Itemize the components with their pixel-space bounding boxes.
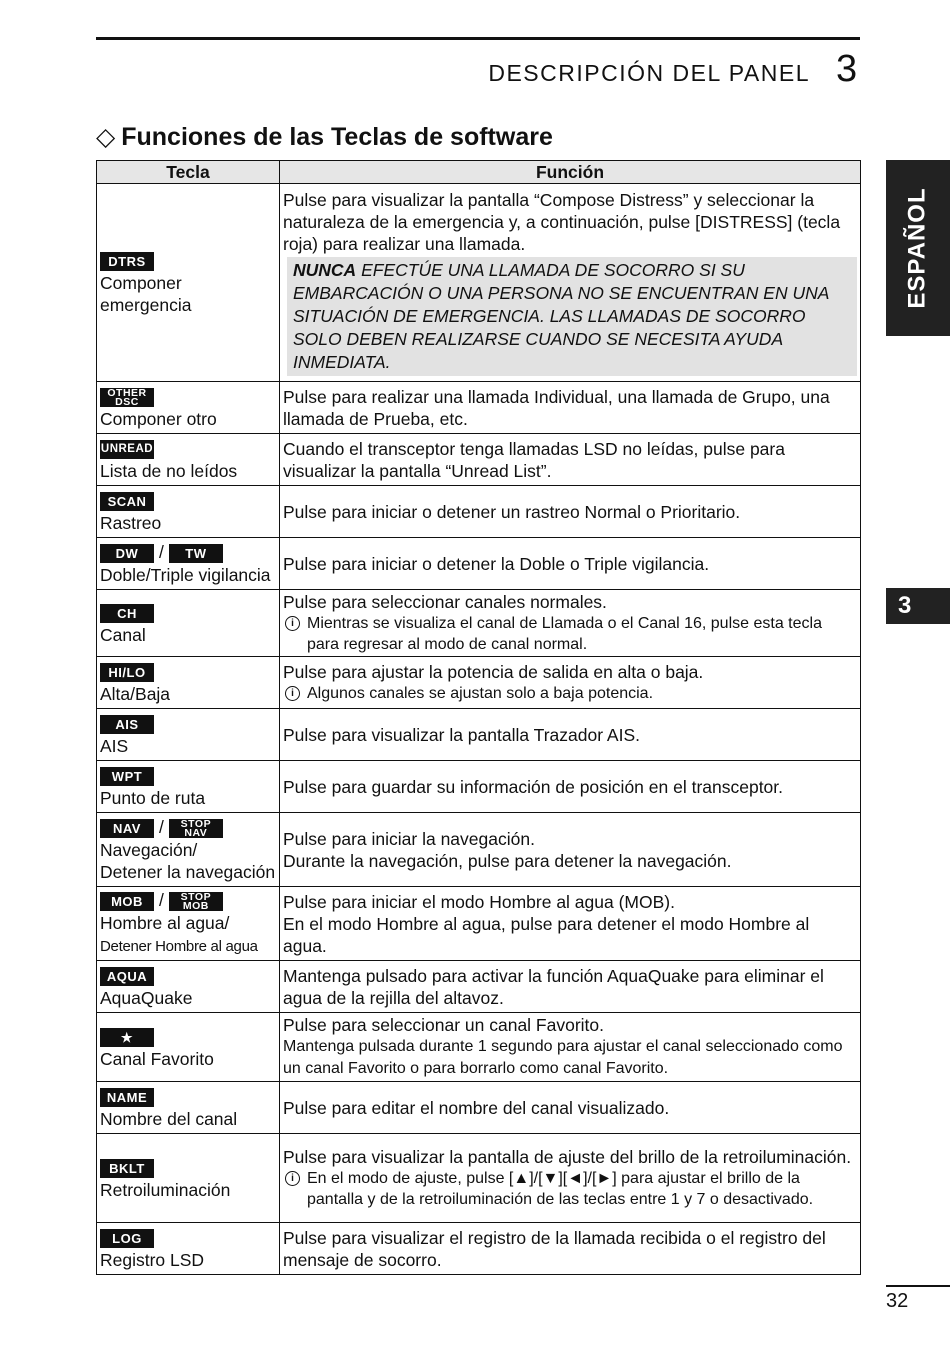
function-text: Pulse para iniciar la navegación. <box>283 828 535 849</box>
key-cell <box>97 1134 280 1223</box>
chapter-tab: 3 <box>886 588 950 624</box>
function-cell <box>280 1082 861 1134</box>
key-name-button: NAME <box>100 1088 154 1107</box>
note-text: Mientras se visualiza el canal de Llamada o el Canal 16, pulse esta tecla para regresar al modo de canal normal. <box>307 615 822 653</box>
function-text: Pulse para ajustar la potencia de salida en alta o baja. <box>283 662 704 682</box>
table-row <box>97 590 861 657</box>
function-text: Pulse para seleccionar un canal Favorito. <box>283 1015 605 1035</box>
key-cell <box>97 1223 280 1275</box>
function-text: Pulse para iniciar o detener un rastreo Normal o Prioritario. <box>283 501 741 522</box>
function-detail: Mantenga pulsada durante 1 segundo para ajustar el canal seleccionado como un canal Favorito o para borrarlo como canal Favorito. <box>283 1038 843 1077</box>
key-cell <box>97 887 280 961</box>
key-cell <box>97 1013 280 1082</box>
function-text: Pulse para visualizar el registro de la llamada recibida o el registro del mensaje de socorro. <box>283 1227 826 1270</box>
page-number: 32 <box>886 1290 909 1312</box>
key-dw: DW <box>100 544 154 563</box>
key-name: Registro LSD <box>100 1250 205 1271</box>
slash-separator: / <box>159 816 164 837</box>
footer-rule <box>886 1285 950 1287</box>
key-name: Componer emergencia <box>100 273 192 316</box>
table-row <box>97 813 861 887</box>
key-cell <box>97 486 280 538</box>
key-name: Canal Favorito <box>100 1048 214 1069</box>
function-cell <box>280 434 861 486</box>
key-bklt: BKLT <box>100 1159 154 1178</box>
warning-bold: NUNCA <box>293 259 357 280</box>
info-note <box>283 683 857 704</box>
note-text: En el modo de ajuste, pulse [▲]/[▼][◄]/[►] para ajustar el brillo de la pantalla y de la retroiluminación de las teclas entre 1 y 7 o desactivado. <box>307 1170 814 1208</box>
function-cell <box>280 813 861 887</box>
soft-key-table <box>96 160 861 1275</box>
section-title: Funciones de las Teclas de software <box>121 123 553 151</box>
column-header-function: Función <box>280 161 861 184</box>
key-scan: SCAN <box>100 492 154 511</box>
key-tw: TW <box>169 544 223 563</box>
key-name-secondary: Detener Hombre al agua <box>100 938 258 956</box>
function-text: Pulse para guardar su información de posición en el transceptor. <box>283 776 784 797</box>
key-cell <box>97 709 280 761</box>
info-note <box>283 1168 857 1210</box>
table-row <box>97 184 861 382</box>
table-row <box>97 961 861 1013</box>
key-other-dsc: OTHER DSC <box>100 388 154 407</box>
function-cell <box>280 761 861 813</box>
column-header-key: Tecla <box>97 161 280 184</box>
function-cell <box>280 382 861 434</box>
key-cell <box>97 657 280 709</box>
function-text: Mantenga pulsado para activar la función AquaQuake para eliminar el agua de la rejilla del altavoz. <box>283 965 824 1008</box>
language-tab <box>886 160 950 336</box>
table-row <box>97 709 861 761</box>
function-text: Pulse para editar el nombre del canal visualizado. <box>283 1097 670 1118</box>
key-name: Alta/Baja <box>100 684 171 705</box>
key-ch: CH <box>100 604 154 623</box>
info-note <box>283 613 857 655</box>
key-name: Retroiluminación <box>100 1179 231 1200</box>
function-text: Durante la navegación, pulse para detener la navegación. <box>283 850 732 871</box>
key-cell <box>97 184 280 382</box>
key-cell <box>97 813 280 887</box>
table-row <box>97 538 861 590</box>
function-cell <box>280 961 861 1013</box>
table-row <box>97 657 861 709</box>
table-row <box>97 1082 861 1134</box>
function-cell <box>280 538 861 590</box>
info-icon: i <box>285 686 300 701</box>
key-name: Hombre al agua/ <box>100 913 230 934</box>
function-cell <box>280 1223 861 1275</box>
key-name: Rastreo <box>100 513 162 534</box>
key-name: AquaQuake <box>100 988 193 1009</box>
table-row <box>97 434 861 486</box>
info-icon: i <box>285 616 300 631</box>
table-row <box>97 761 861 813</box>
table-header-row <box>97 161 861 184</box>
function-text: Pulse para visualizar la pantalla Trazador AIS. <box>283 724 640 745</box>
key-log: LOG <box>100 1229 154 1248</box>
key-name: Doble/Triple vigilancia <box>100 565 271 586</box>
table-row <box>97 486 861 538</box>
table-row <box>97 1013 861 1082</box>
function-cell <box>280 1134 861 1223</box>
function-text: Pulse para iniciar el modo Hombre al agua (MOB). <box>283 891 675 912</box>
function-text: Pulse para visualizar la pantalla de ajuste del brillo de la retroiluminación. <box>283 1147 852 1167</box>
table-row <box>97 1223 861 1275</box>
diamond-icon: ◇ <box>96 123 116 151</box>
key-dtrs: DTRS <box>100 252 154 271</box>
chapter-title: DESCRIPCIÓN DEL PANEL <box>488 60 810 86</box>
key-stop-mob: STOP MOB <box>169 892 223 911</box>
table-row <box>97 1134 861 1223</box>
function-cell <box>280 590 861 657</box>
function-cell <box>280 887 861 961</box>
table-row <box>97 887 861 961</box>
key-cell <box>97 590 280 657</box>
key-cell <box>97 382 280 434</box>
key-stop-nav: STOP NAV <box>169 819 223 838</box>
function-cell <box>280 1013 861 1082</box>
key-cell <box>97 761 280 813</box>
key-aqua: AQUA <box>100 967 154 986</box>
key-cell <box>97 434 280 486</box>
key-cell <box>97 961 280 1013</box>
key-mob: MOB <box>100 892 154 911</box>
key-cell <box>97 538 280 590</box>
key-name-secondary: Detener la navegación <box>100 862 276 883</box>
key-unread: UNREAD <box>100 440 154 459</box>
info-icon: i <box>285 1171 300 1186</box>
warning-box <box>287 257 857 376</box>
key-hi-lo: HI/LO <box>100 663 154 682</box>
warning-text: EFECTÚE UNA LLAMADA DE SOCORRO SI SU EMBARCACIÓN O UNA PERSONA NO SE ENCUENTRAN EN UNA SITUACIÓN DE EMERGENCIA. LAS LLAMADAS DE SOCORRO SOLO DEBEN REALIZARSE CUANDO SE NECESITA AYUDA INMEDIATA. <box>293 259 829 372</box>
note-text: Algunos canales se ajustan solo a baja potencia. <box>307 685 654 702</box>
key-ais: AIS <box>100 715 154 734</box>
key-name: AIS <box>100 736 129 757</box>
function-text: Pulse para seleccionar canales normales. <box>283 592 607 612</box>
key-cell <box>97 1082 280 1134</box>
function-text: Cuando el transceptor tenga llamadas LSD no leídas, pulse para visualizar la pantalla “Unread List”. <box>283 438 785 481</box>
function-text: Pulse para visualizar la pantalla “Compose Distress” y seleccionar la naturaleza de la emergencia y, a continuación, pulse [DISTRESS] (tecla roja) para realizar una llamada. <box>283 189 841 254</box>
key-nav: NAV <box>100 819 154 838</box>
key-name: Lista de no leídos <box>100 461 238 482</box>
function-cell <box>280 709 861 761</box>
slash-separator: / <box>159 889 164 910</box>
star-icon: ★ <box>100 1028 154 1047</box>
key-name: Nombre del canal <box>100 1109 238 1130</box>
key-wpt: WPT <box>100 767 154 786</box>
function-text: En el modo Hombre al agua, pulse para detener el modo Hombre al agua. <box>283 913 810 956</box>
function-text: Pulse para realizar una llamada Individual, una llamada de Grupo, una llamada de Prueba, etc. <box>283 386 830 429</box>
function-text: Pulse para iniciar o detener la Doble o Triple vigilancia. <box>283 553 710 574</box>
section-heading <box>96 122 553 152</box>
language-label: ESPAÑOL <box>904 187 932 309</box>
key-name: Canal <box>100 624 146 645</box>
function-cell <box>280 184 861 382</box>
slash-separator: / <box>159 541 164 562</box>
function-cell <box>280 657 861 709</box>
table-row <box>97 382 861 434</box>
key-name: Componer otro <box>100 409 217 430</box>
function-cell <box>280 486 861 538</box>
key-name: Navegación/ <box>100 840 198 861</box>
chapter-number: 3 <box>836 48 858 90</box>
key-name: Punto de ruta <box>100 788 206 809</box>
header-rule <box>96 37 860 40</box>
